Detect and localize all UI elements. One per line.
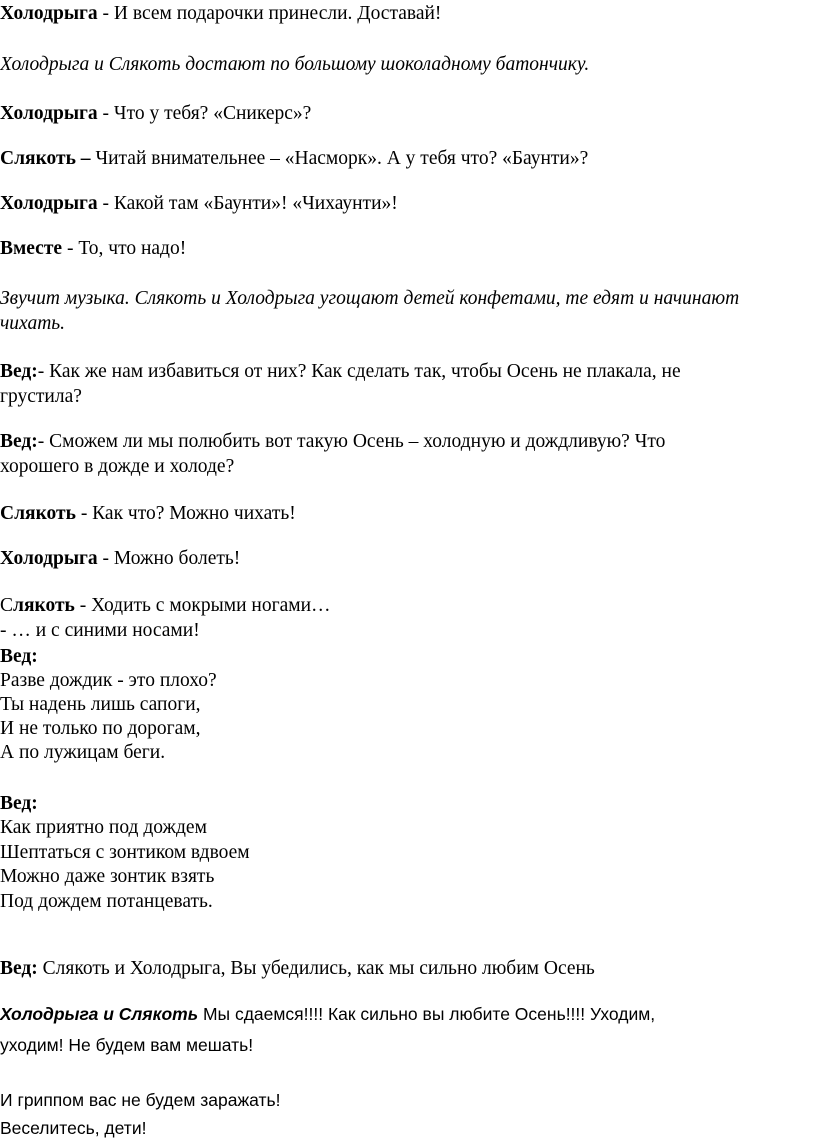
speaker-name: Холодрыга [0, 3, 98, 24]
direction-text: Звучит музыка. Слякоть и Холодрыга угощают детей конфетами, те едят и начинают [0, 288, 740, 309]
line-text: - Какой там «Баунти»! «Чихаунти»! [97, 193, 398, 214]
speaker-name: лякоть [13, 595, 75, 616]
line-text: хорошего в дожде и холоде? [0, 456, 235, 477]
speaker-name: Холодрыга [0, 548, 98, 569]
dialogue-line [0, 385, 82, 409]
verse-line [0, 890, 213, 914]
line-text: - Можно болеть! [97, 548, 241, 569]
line-text: - То, что надо! [62, 238, 187, 259]
verse-line [0, 865, 214, 889]
line-text: Слякоть и Холодрыга, Вы убедились, как мы сильно любим Осень [37, 958, 595, 979]
line-text: - … и с синими носами! [0, 620, 200, 641]
verse-line [0, 717, 201, 741]
speaker-name: Вед: [0, 361, 38, 382]
dialogue-line [0, 360, 681, 384]
speaker-name: Слякоть [0, 503, 76, 524]
verse-line [0, 669, 217, 693]
stage-direction [0, 312, 65, 336]
speaker-prefix: С [0, 595, 14, 616]
verse-line [0, 841, 250, 865]
verse-line [0, 816, 207, 840]
line-text: Шептаться с зонтиком вдвоем [0, 842, 250, 863]
speaker-name: Холодрыга [0, 193, 98, 214]
dialogue-line [0, 192, 398, 216]
line-text: - Сможем ли мы полюбить вот такую Осень – холодную и дождливую? Что [37, 431, 666, 452]
line-text: - Что у тебя? «Сникерс»? [97, 103, 312, 124]
line-text: И гриппом вас не будем заражать! [0, 1090, 281, 1110]
line-text: - Как что? Можно чихать! [75, 503, 296, 524]
direction-text: Холодрыга и Слякоть достают по большому шоколадному батончику. [0, 54, 590, 75]
speaker-name: Вед: [0, 646, 38, 667]
stage-direction [0, 287, 739, 311]
line-text: Разве дождик - это плохо? [0, 670, 217, 691]
speaker-name: Вед: [0, 958, 38, 979]
dialogue-line [0, 1002, 655, 1026]
verse-line [0, 741, 165, 765]
dialogue-line [0, 455, 234, 479]
line-text: Мы сдаемся!!!! Как сильно вы любите Осень!!!! Уходим, [198, 1004, 656, 1024]
dialogue-line [0, 1116, 146, 1140]
line-text: уходим! Не будем вам мешать! [0, 1035, 254, 1055]
line-text: Ты надень лишь сапоги, [0, 694, 201, 715]
dialogue-line [0, 1033, 253, 1057]
line-text: И не только по дорогам, [0, 718, 201, 739]
line-text: Можно даже зонтик взять [0, 866, 215, 887]
speaker-name: Слякоть – [0, 148, 91, 169]
dialogue-line [0, 957, 595, 981]
line-text: - Как же нам избавиться от них? Как сделать так, чтобы Осень не плакала, не [37, 361, 681, 382]
dialogue-line [0, 237, 186, 261]
line-text: - Ходить с мокрыми ногами… [74, 595, 331, 616]
verse-line [0, 693, 201, 717]
dialogue-line [0, 619, 200, 643]
line-text: Как приятно под дождем [0, 817, 207, 838]
line-text: - И всем подарочки принесли. Доставай! [97, 3, 442, 24]
dialogue-line [0, 547, 240, 571]
dialogue-line [0, 102, 311, 126]
speaker-name: Вед: [0, 793, 38, 814]
line-text: Под дождем потанцевать. [0, 891, 213, 912]
dialogue-line [0, 792, 38, 816]
dialogue-line [0, 147, 588, 171]
speaker-name: Холодрыга [0, 103, 98, 124]
dialogue-line [0, 2, 441, 26]
dialogue-line [0, 430, 665, 454]
dialogue-line [0, 645, 38, 669]
speaker-name: Холодрыга и Слякоть [0, 1004, 199, 1024]
speaker-name: Вед: [0, 431, 38, 452]
line-text: грустила? [0, 386, 82, 407]
speaker-name: Вместе [0, 238, 63, 259]
dialogue-line [0, 1088, 281, 1112]
line-text: Веселитесь, дети! [0, 1118, 147, 1138]
line-text: А по лужицам беги. [0, 742, 166, 763]
direction-text: чихать. [0, 313, 66, 334]
dialogue-line [0, 502, 296, 526]
stage-direction [0, 53, 589, 77]
line-text: Читай внимательнее – «Насморк». А у тебя что? «Баунти»? [90, 148, 589, 169]
dialogue-line [0, 594, 331, 618]
